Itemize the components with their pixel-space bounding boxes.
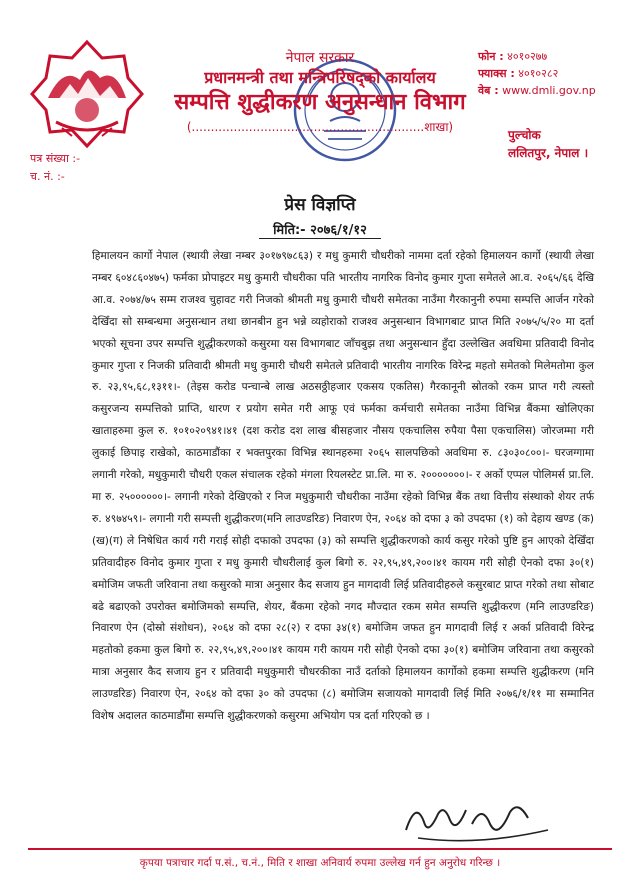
- phone-row: [478, 48, 628, 65]
- dispatch-number-label: च. नं. :-: [30, 170, 65, 183]
- footer-divider: [28, 848, 612, 850]
- press-release-body: हिमालयन कार्गो नेपाल (स्थायी लेखा नम्बर ३०१७९७८६३) र मधु कुमारी चौधरीको नाममा दर्ता रहेको हिमालयन कार्गो (स्थायी लेखा नम्बर ६०४८६०४७५) फर्मका प्रोपाइटर मधु कुमारी चौधरीका पति भारतीय नागरिक विनोद कुमार गुप्ता समेतले आ.व. २०६५/६६ देखि आ.व. २०७४/७५ सम्म राजश्व चुहावट गरी निजको श्रीमती मधु कुमारी चौधरी समेतका नाउँमा गैरकानुनी रुपमा सम्पत्ति आर्जन गरेको देखिँदा सो सम्बन्धमा अनुसन्धान तथा छानबीन हुन भन्ने व्यहोराको राजश्व अनुसन्धान विभागबाट प्राप्त मिति २०७५/५/२० मा दर्ता भएको सूचना उपर सम्पत्ति शुद्धीकरणको कसुरमा यस विभागबाट जाँचबुझ तथा अनुसन्धान हुँदा उल्लेखित अवधिमा प्रतिवादी विनोद कुमार गुप्ता र निजकी प्रतिवादी श्रीमती मधु कुमारी चौधरी समेतले प्रतिवादी भारतीय नागरिक विरेन्द्र महतो समेतको मिलेमतोमा कुल रु. २३,९५,६८,१३११।- (तेइस करोड पन्चान्बे लाख अठसठ्ठीहजार एकसय एकतिस) गैरकानूनी स्रोतको रकम प्राप्त गरी त्यस्तो कसुरजन्य सम्पत्तिको प्राप्ति, धारण र प्रयोग समेत गरी आफू एवं फर्मका कर्मचारी समेतका नाउँमा विभिन्न बैंकमा खोलिएका खाताहरुमा कुल रु. १०१०२०९४१।४१ (दश करोड दश लाख बीसहजार नौसय एकचालिस रुपैया पैसा एकचालिस) जोरजम्मा गरी लुकाई छिपाइ राखेको, काठमाडौंका र भक्तपुरका विभिन्न स्थानहरुमा २०६५ सालपछिको अवधिमा रु. ८३०३०८००।- घरजग्गामा लगानी गरेको, मधुकुमारी चौधरी एकल संचालक रहेको मंगला रियलस्टेट प्रा.लि. मा रु. २०००००००।- र अर्को एप्पल पोलिमर्स प्रा.लि. मा रु. २५००००००।- लगानी गरेको देखिएको र निज मधुकुमारी चौधरीका नाउँमा रहेको विभिन्न बैंक तथा वित्तीय संस्थाको शेयर तर्फ रु. ४९७४५९।- लगानी गरी सम्पत्ती शुद्धीकरण(मनि लाउण्डरिङ) निवारण ऐन, २०६४ को दफा ३ को उपदफा (१) को देहाय खण्ड (क)(ख)(ग) ले निषेधित कार्य गरी गराई सोही दफाको उपदफा (३) को सम्पत्ति शुद्धीकरणको कार्य कसुर गरेको पुष्टि हुन आएको देखिँदा प्रतिवादीहरु विनोद कुमार गुप्ता र मधु कुमारी चौधरीलाई कुल बिगो रु. २२,९५,४९,२००।४१ कायम गरी सोही ऐनको दफा ३०(१) बमोजिम जफती जरिवाना तथा कसुरको मात्रा अनुसार कैद सजाय हुन मागदावी लिई प्रतिवादीहरुले कसुरबाट प्राप्त गरेको तथा सोबाट बढे बढाएको उपरोक्त बमोजिमको सम्पत्ति, शेयर, बैंकमा रहेको नगद मौज्दात रकम समेत सम्पत्ति शुद्धीकरण (मनि लाउण्डरिङ) निवारण ऐन (दोस्रो संशोधन), २०६४ को दफा २८(२) र दफा ३४(१) बमोजिम जफत हुन मागदावी लिई र अर्का प्रतिवादी विरेन्द्र महतोको हकमा कुल बिगो रु. २२,९५,४९,२००।४१ कायम गरी कायम गरी सोही ऐनको दफा ३०(१) बमोजिम जरिवाना तथा कसुरको मात्रा अनुसार कैद सजाय हुन र प्रतिवादी मधुकुमारी चौधरकीका नाउँ दर्ताको हिमालयन कार्गोको हकमा सम्पत्ति शुद्धीकरण (मनि लाउण्डरिङ) निवारण ऐन, २०६४ को दफा ३० को उपदफा (८) बमोजिम सजायको मागदावी लिई मिति २०७६/१/११ मा सम्मानित विशेष अदालत काठमाडौंमा सम्पत्ति शुद्धीकरणको कसुरमा अभियोग पत्र दर्ता गरिएको छ ।: [92, 250, 594, 723]
- department-name: सम्पत्ति शुद्धीकरण अनुसन्धान विभाग: [174, 90, 466, 115]
- web-value: www.dmli.gov.np: [502, 84, 596, 97]
- fax-value: ४०१०२८२: [518, 67, 559, 80]
- address-line-1: पुल्चोक: [508, 128, 541, 142]
- footer-note: कृपया पत्राचार गर्दा प.सं., च.नं., मिति र शाखा अनिवार्य रुपमा उल्लेख गर्न हुन अनुरोध गरिन्छ ।: [139, 857, 501, 869]
- phone-label: फोन :: [478, 50, 504, 63]
- fax-row: [478, 65, 628, 82]
- letter-number-label: पत्र संख्या :-: [30, 152, 81, 165]
- address-block: [508, 126, 588, 162]
- address-line-2: ललितपुर, नेपाल ।: [508, 146, 589, 160]
- reference-block: [30, 150, 80, 186]
- web-label: वेब :: [478, 84, 499, 97]
- fax-label: फ्याक्स :: [478, 67, 515, 80]
- branch-line: (.............................................................शाखा): [186, 120, 454, 134]
- web-row: [478, 82, 628, 99]
- gov-name: नेपाल सरकार: [285, 50, 355, 66]
- signature-icon: [398, 790, 558, 850]
- contact-block: [478, 48, 628, 99]
- office-name: प्रधानमन्त्री तथा मन्त्रिपरिषद्को कार्यालय: [204, 68, 436, 87]
- page-title: प्रेस विज्ञप्ति: [284, 195, 356, 215]
- release-date: [0, 220, 640, 238]
- release-date-text: मिति:- २०७६/१/१२: [259, 223, 381, 239]
- phone-value: ४०१०२७७: [507, 50, 548, 63]
